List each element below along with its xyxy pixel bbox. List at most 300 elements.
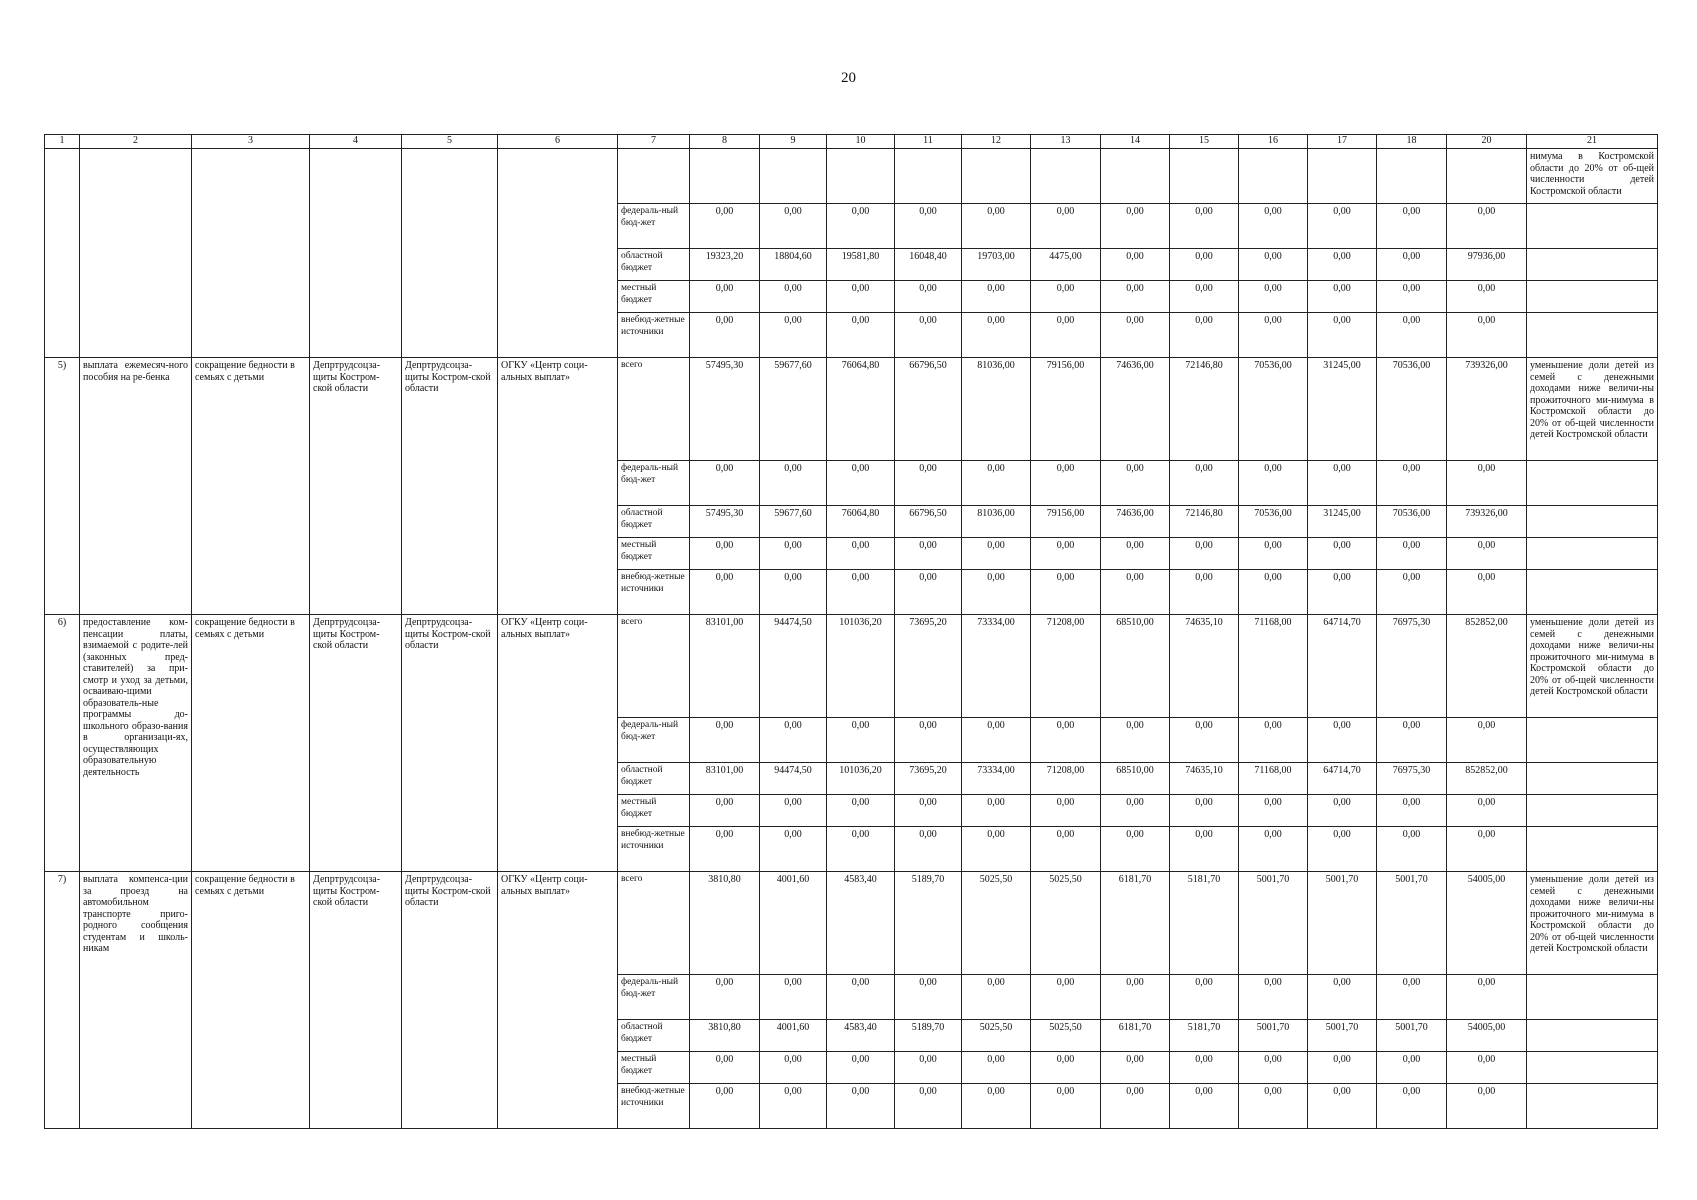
result-cell <box>1527 1020 1658 1052</box>
source-cell: внебюд-жетные источники <box>618 313 690 358</box>
value-cell: 71208,00 <box>1031 615 1101 718</box>
result-cell <box>1527 570 1658 615</box>
value-cell: 5001,70 <box>1308 872 1377 975</box>
result-cell <box>1527 827 1658 872</box>
value-cell: 0,00 <box>760 281 827 313</box>
value-cell: 5025,50 <box>1031 872 1101 975</box>
value-cell: 74635,10 <box>1170 763 1239 795</box>
value-cell: 0,00 <box>1031 1084 1101 1129</box>
value-cell: 5025,50 <box>962 872 1031 975</box>
value-cell: 0,00 <box>1447 795 1527 827</box>
measure-customer: Депртрудсоцза-щиты Костром-ской области <box>310 615 402 872</box>
result-cell <box>1527 795 1658 827</box>
value-cell: 0,00 <box>1377 313 1447 358</box>
value-cell: 0,00 <box>962 461 1031 506</box>
column-header: 17 <box>1308 135 1377 149</box>
value-cell: 0,00 <box>760 795 827 827</box>
value-cell: 0,00 <box>1239 249 1308 281</box>
value-cell: 31245,00 <box>1308 506 1377 538</box>
value-cell: 0,00 <box>1239 1052 1308 1084</box>
empty-cell <box>498 149 618 358</box>
value-cell: 0,00 <box>1377 795 1447 827</box>
value-cell: 0,00 <box>962 313 1031 358</box>
value-cell: 0,00 <box>895 1084 962 1129</box>
value-cell: 70536,00 <box>1239 358 1308 461</box>
value-cell: 74636,00 <box>1101 506 1170 538</box>
value-cell: 0,00 <box>827 461 895 506</box>
value-cell: 0,00 <box>760 718 827 763</box>
value-cell: 0,00 <box>895 795 962 827</box>
value-cell: 101036,20 <box>827 615 895 718</box>
value-cell: 76975,30 <box>1377 763 1447 795</box>
value-cell: 6181,70 <box>1101 872 1170 975</box>
empty-cell <box>310 149 402 358</box>
value-cell: 0,00 <box>895 204 962 249</box>
value-cell: 739326,00 <box>1447 506 1527 538</box>
value-cell: 0,00 <box>760 461 827 506</box>
value-cell: 0,00 <box>895 1052 962 1084</box>
value-cell: 0,00 <box>690 570 760 615</box>
value-cell: 0,00 <box>690 281 760 313</box>
source-cell: федераль-ный бюд-жет <box>618 204 690 249</box>
column-header: 21 <box>1527 135 1658 149</box>
value-cell: 0,00 <box>1239 1084 1308 1129</box>
column-header: 13 <box>1031 135 1101 149</box>
result-cell <box>1527 281 1658 313</box>
value-cell: 0,00 <box>760 313 827 358</box>
value-cell: 0,00 <box>1308 461 1377 506</box>
value-cell: 0,00 <box>1308 975 1377 1020</box>
result-cell: уменьшение доли детей из семей с денежными доходами ниже величи-ны прожиточного ми-нимума в Костромской области до 20% от об-щей численности детей Костромской области <box>1527 872 1658 975</box>
value-cell: 0,00 <box>1447 827 1527 872</box>
value-cell: 0,00 <box>760 1052 827 1084</box>
value-cell: 0,00 <box>1377 281 1447 313</box>
value-cell: 0,00 <box>690 718 760 763</box>
value-cell: 0,00 <box>895 827 962 872</box>
value-cell: 0,00 <box>1308 313 1377 358</box>
value-cell: 73334,00 <box>962 615 1031 718</box>
value-cell: 0,00 <box>1031 718 1101 763</box>
value-cell: 0,00 <box>1170 249 1239 281</box>
source-cell: всего <box>618 358 690 461</box>
result-cell <box>1527 506 1658 538</box>
value-cell: 0,00 <box>962 570 1031 615</box>
value-cell: 0,00 <box>1031 538 1101 570</box>
value-cell: 76064,80 <box>827 506 895 538</box>
result-cell: уменьшение доли детей из семей с денежными доходами ниже величи-ны прожиточного ми-нимума в Костромской области до 20% от об-щей численности детей Костромской области <box>1527 358 1658 461</box>
value-cell: 76064,80 <box>827 358 895 461</box>
value-cell: 0,00 <box>1447 313 1527 358</box>
value-cell: 0,00 <box>1308 827 1377 872</box>
source-cell: местный бюджет <box>618 281 690 313</box>
column-header: 11 <box>895 135 962 149</box>
value-cell: 19581,80 <box>827 249 895 281</box>
value-cell: 5189,70 <box>895 1020 962 1052</box>
value-cell <box>1447 149 1527 204</box>
value-cell: 0,00 <box>1308 795 1377 827</box>
value-cell: 0,00 <box>760 1084 827 1129</box>
value-cell: 31245,00 <box>1308 358 1377 461</box>
value-cell: 0,00 <box>1447 1084 1527 1129</box>
value-cell: 0,00 <box>1101 1052 1170 1084</box>
value-cell: 0,00 <box>1377 1084 1447 1129</box>
value-cell: 0,00 <box>895 975 962 1020</box>
value-cell: 0,00 <box>895 538 962 570</box>
value-cell: 0,00 <box>1239 827 1308 872</box>
value-cell: 0,00 <box>760 570 827 615</box>
value-cell: 0,00 <box>1447 570 1527 615</box>
value-cell: 0,00 <box>690 313 760 358</box>
value-cell <box>1239 149 1308 204</box>
value-cell: 0,00 <box>1239 461 1308 506</box>
value-cell: 0,00 <box>1377 975 1447 1020</box>
value-cell: 79156,00 <box>1031 506 1101 538</box>
measure-goal: сокращение бедности в семьях с детьми <box>192 358 310 615</box>
source-cell <box>618 149 690 204</box>
empty-cell <box>80 149 192 358</box>
column-header: 1 <box>45 135 80 149</box>
column-header: 20 <box>1447 135 1527 149</box>
value-cell: 0,00 <box>1377 249 1447 281</box>
value-cell <box>760 149 827 204</box>
column-header: 6 <box>498 135 618 149</box>
value-cell: 5001,70 <box>1377 1020 1447 1052</box>
value-cell: 0,00 <box>1377 204 1447 249</box>
source-cell: федераль-ный бюд-жет <box>618 461 690 506</box>
table-row <box>45 615 1658 718</box>
value-cell: 852852,00 <box>1447 763 1527 795</box>
value-cell: 0,00 <box>1170 281 1239 313</box>
value-cell: 0,00 <box>962 1052 1031 1084</box>
result-cell <box>1527 1052 1658 1084</box>
value-cell: 72146,80 <box>1170 358 1239 461</box>
value-cell: 5001,70 <box>1239 872 1308 975</box>
value-cell: 68510,00 <box>1101 763 1170 795</box>
value-cell: 0,00 <box>827 313 895 358</box>
value-cell: 0,00 <box>1239 313 1308 358</box>
measure-recipient: ОГКУ «Центр соци-альных выплат» <box>498 872 618 1129</box>
value-cell: 0,00 <box>1170 827 1239 872</box>
value-cell: 81036,00 <box>962 358 1031 461</box>
value-cell: 0,00 <box>962 1084 1031 1129</box>
source-cell: местный бюджет <box>618 538 690 570</box>
empty-cell <box>45 149 80 358</box>
value-cell: 5001,70 <box>1377 872 1447 975</box>
value-cell: 0,00 <box>1447 1052 1527 1084</box>
value-cell: 0,00 <box>1170 570 1239 615</box>
value-cell: 101036,20 <box>827 763 895 795</box>
source-cell: федераль-ный бюд-жет <box>618 718 690 763</box>
value-cell: 0,00 <box>1170 1052 1239 1084</box>
value-cell: 0,00 <box>1031 204 1101 249</box>
measure-name: выплата компенса-ции за проезд на автомобильном транспорте приго-родного сообщения студентам и школь-никам <box>80 872 192 1129</box>
value-cell: 0,00 <box>690 204 760 249</box>
value-cell <box>1101 149 1170 204</box>
value-cell: 0,00 <box>1031 1052 1101 1084</box>
value-cell: 0,00 <box>827 795 895 827</box>
value-cell: 0,00 <box>962 795 1031 827</box>
value-cell: 0,00 <box>690 975 760 1020</box>
value-cell: 0,00 <box>690 538 760 570</box>
column-header: 7 <box>618 135 690 149</box>
value-cell: 72146,80 <box>1170 506 1239 538</box>
value-cell: 0,00 <box>1239 204 1308 249</box>
measure-name: выплата ежемесяч-ного пособия на ре-бенка <box>80 358 192 615</box>
value-cell: 59677,60 <box>760 506 827 538</box>
value-cell: 73695,20 <box>895 615 962 718</box>
value-cell: 54005,00 <box>1447 872 1527 975</box>
column-header: 10 <box>827 135 895 149</box>
value-cell: 0,00 <box>1031 975 1101 1020</box>
value-cell: 0,00 <box>962 204 1031 249</box>
value-cell: 0,00 <box>1377 570 1447 615</box>
value-cell: 71168,00 <box>1239 615 1308 718</box>
value-cell <box>1031 149 1101 204</box>
value-cell: 73695,20 <box>895 763 962 795</box>
value-cell: 4475,00 <box>1031 249 1101 281</box>
value-cell <box>1308 149 1377 204</box>
value-cell: 64714,70 <box>1308 763 1377 795</box>
value-cell: 0,00 <box>1101 1084 1170 1129</box>
value-cell: 0,00 <box>827 538 895 570</box>
result-cell: нимума в Костромской области до 20% от об-щей численности детей Костромской области <box>1527 149 1658 204</box>
source-cell: всего <box>618 615 690 718</box>
value-cell: 0,00 <box>1101 827 1170 872</box>
value-cell: 0,00 <box>1308 249 1377 281</box>
value-cell: 0,00 <box>690 795 760 827</box>
value-cell: 5181,70 <box>1170 1020 1239 1052</box>
value-cell: 70536,00 <box>1239 506 1308 538</box>
measure-executor: Депртрудсоцза-щиты Костром-ской области <box>402 358 498 615</box>
value-cell: 0,00 <box>1031 281 1101 313</box>
value-cell: 0,00 <box>827 570 895 615</box>
value-cell: 0,00 <box>760 975 827 1020</box>
value-cell: 3810,80 <box>690 1020 760 1052</box>
value-cell: 0,00 <box>895 570 962 615</box>
value-cell: 0,00 <box>1101 313 1170 358</box>
result-cell <box>1527 461 1658 506</box>
column-header: 18 <box>1377 135 1447 149</box>
value-cell: 0,00 <box>962 827 1031 872</box>
value-cell: 94474,50 <box>760 763 827 795</box>
value-cell: 0,00 <box>827 204 895 249</box>
column-header: 2 <box>80 135 192 149</box>
value-cell: 54005,00 <box>1447 1020 1527 1052</box>
result-cell <box>1527 975 1658 1020</box>
measure-name: предоставление ком-пенсации платы, взимаемой с родите-лей (законных пред-ставителей) за при-смотр и уход за детьми, осваиваю-щими образователь-ные программы до-школьного образо-вания в организаци-ях, осуществляющих образовательную деятельность <box>80 615 192 872</box>
source-cell: всего <box>618 872 690 975</box>
value-cell: 0,00 <box>1377 718 1447 763</box>
column-header: 4 <box>310 135 402 149</box>
measure-number: 5) <box>45 358 80 615</box>
value-cell: 6181,70 <box>1101 1020 1170 1052</box>
value-cell: 19323,20 <box>690 249 760 281</box>
source-cell: внебюд-жетные источники <box>618 1084 690 1129</box>
value-cell: 0,00 <box>827 827 895 872</box>
value-cell: 0,00 <box>827 718 895 763</box>
value-cell: 83101,00 <box>690 615 760 718</box>
value-cell: 0,00 <box>1101 461 1170 506</box>
value-cell: 71208,00 <box>1031 763 1101 795</box>
value-cell: 0,00 <box>827 281 895 313</box>
column-header: 16 <box>1239 135 1308 149</box>
measure-number: 7) <box>45 872 80 1129</box>
value-cell: 0,00 <box>1447 718 1527 763</box>
value-cell: 16048,40 <box>895 249 962 281</box>
value-cell: 0,00 <box>1170 461 1239 506</box>
value-cell: 0,00 <box>1447 281 1527 313</box>
value-cell: 0,00 <box>1239 570 1308 615</box>
column-header: 14 <box>1101 135 1170 149</box>
value-cell: 0,00 <box>1031 570 1101 615</box>
value-cell: 68510,00 <box>1101 615 1170 718</box>
value-cell: 66796,50 <box>895 358 962 461</box>
value-cell: 0,00 <box>1239 975 1308 1020</box>
result-cell <box>1527 204 1658 249</box>
measure-customer: Депртрудсоцза-щиты Костром-ской области <box>310 872 402 1129</box>
value-cell: 0,00 <box>1447 204 1527 249</box>
source-cell: местный бюджет <box>618 1052 690 1084</box>
value-cell: 0,00 <box>1101 249 1170 281</box>
measure-recipient: ОГКУ «Центр соци-альных выплат» <box>498 615 618 872</box>
value-cell: 0,00 <box>760 204 827 249</box>
value-cell: 0,00 <box>1101 204 1170 249</box>
value-cell: 0,00 <box>827 1052 895 1084</box>
table-row <box>45 149 1658 204</box>
value-cell: 0,00 <box>1170 204 1239 249</box>
value-cell: 0,00 <box>1170 795 1239 827</box>
value-cell: 5025,50 <box>1031 1020 1101 1052</box>
source-cell: областной бюджет <box>618 763 690 795</box>
empty-cell <box>402 149 498 358</box>
source-cell: местный бюджет <box>618 795 690 827</box>
value-cell: 57495,30 <box>690 358 760 461</box>
measures-table <box>44 134 1658 1129</box>
value-cell: 0,00 <box>1447 538 1527 570</box>
value-cell: 0,00 <box>1031 461 1101 506</box>
value-cell: 0,00 <box>690 1052 760 1084</box>
value-cell: 0,00 <box>962 975 1031 1020</box>
value-cell: 0,00 <box>1308 538 1377 570</box>
source-cell: областной бюджет <box>618 506 690 538</box>
result-cell <box>1527 313 1658 358</box>
value-cell: 0,00 <box>895 313 962 358</box>
source-cell: внебюд-жетные источники <box>618 570 690 615</box>
value-cell: 79156,00 <box>1031 358 1101 461</box>
source-cell: областной бюджет <box>618 249 690 281</box>
source-cell: внебюд-жетные источники <box>618 827 690 872</box>
value-cell: 0,00 <box>1447 461 1527 506</box>
value-cell: 0,00 <box>827 975 895 1020</box>
value-cell: 0,00 <box>962 718 1031 763</box>
value-cell: 5025,50 <box>962 1020 1031 1052</box>
value-cell: 0,00 <box>1101 281 1170 313</box>
value-cell: 0,00 <box>1377 461 1447 506</box>
result-cell <box>1527 538 1658 570</box>
value-cell: 0,00 <box>690 827 760 872</box>
empty-cell <box>192 149 310 358</box>
value-cell: 0,00 <box>760 538 827 570</box>
value-cell: 83101,00 <box>690 763 760 795</box>
value-cell: 0,00 <box>962 281 1031 313</box>
value-cell: 0,00 <box>827 1084 895 1129</box>
result-cell: уменьшение доли детей из семей с денежными доходами ниже величи-ны прожиточного ми-нимума в Костромской области до 20% от об-щей численности детей Костромской области <box>1527 615 1658 718</box>
value-cell: 18804,60 <box>760 249 827 281</box>
value-cell: 0,00 <box>1101 538 1170 570</box>
value-cell: 5001,70 <box>1239 1020 1308 1052</box>
value-cell: 0,00 <box>1239 718 1308 763</box>
value-cell: 0,00 <box>1170 975 1239 1020</box>
value-cell: 74635,10 <box>1170 615 1239 718</box>
value-cell: 71168,00 <box>1239 763 1308 795</box>
column-header: 5 <box>402 135 498 149</box>
measure-executor: Депртрудсоцза-щиты Костром-ской области <box>402 872 498 1129</box>
value-cell: 0,00 <box>1308 281 1377 313</box>
value-cell: 66796,50 <box>895 506 962 538</box>
value-cell: 5189,70 <box>895 872 962 975</box>
value-cell: 0,00 <box>760 827 827 872</box>
column-header: 9 <box>760 135 827 149</box>
value-cell: 0,00 <box>1377 827 1447 872</box>
source-cell: областной бюджет <box>618 1020 690 1052</box>
result-cell <box>1527 1084 1658 1129</box>
value-cell: 4001,60 <box>760 872 827 975</box>
value-cell: 57495,30 <box>690 506 760 538</box>
value-cell: 0,00 <box>1031 827 1101 872</box>
column-header-row <box>45 135 1658 149</box>
value-cell: 0,00 <box>895 461 962 506</box>
value-cell: 97936,00 <box>1447 249 1527 281</box>
value-cell <box>1170 149 1239 204</box>
value-cell: 0,00 <box>1447 975 1527 1020</box>
value-cell: 0,00 <box>1308 204 1377 249</box>
column-header: 15 <box>1170 135 1239 149</box>
value-cell: 5001,70 <box>1308 1020 1377 1052</box>
value-cell: 0,00 <box>962 538 1031 570</box>
value-cell: 64714,70 <box>1308 615 1377 718</box>
value-cell: 73334,00 <box>962 763 1031 795</box>
value-cell: 0,00 <box>1308 1052 1377 1084</box>
value-cell: 0,00 <box>1101 718 1170 763</box>
measure-recipient: ОГКУ «Центр соци-альных выплат» <box>498 358 618 615</box>
value-cell <box>1377 149 1447 204</box>
value-cell: 70536,00 <box>1377 358 1447 461</box>
table-row <box>45 872 1658 975</box>
value-cell: 94474,50 <box>760 615 827 718</box>
value-cell: 74636,00 <box>1101 358 1170 461</box>
source-cell: федераль-ный бюд-жет <box>618 975 690 1020</box>
value-cell: 4001,60 <box>760 1020 827 1052</box>
value-cell: 0,00 <box>1308 718 1377 763</box>
value-cell: 0,00 <box>1239 795 1308 827</box>
measure-executor: Депртрудсоцза-щиты Костром-ской области <box>402 615 498 872</box>
value-cell: 0,00 <box>1170 718 1239 763</box>
value-cell: 0,00 <box>1170 313 1239 358</box>
value-cell: 0,00 <box>1101 570 1170 615</box>
value-cell: 0,00 <box>1308 570 1377 615</box>
value-cell: 70536,00 <box>1377 506 1447 538</box>
value-cell: 0,00 <box>1239 538 1308 570</box>
value-cell: 3810,80 <box>690 872 760 975</box>
result-cell <box>1527 763 1658 795</box>
value-cell: 0,00 <box>1170 538 1239 570</box>
value-cell: 0,00 <box>690 461 760 506</box>
value-cell: 4583,40 <box>827 1020 895 1052</box>
value-cell: 0,00 <box>895 281 962 313</box>
measure-customer: Депртрудсоцза-щиты Костром-ской области <box>310 358 402 615</box>
value-cell: 0,00 <box>1101 975 1170 1020</box>
measure-goal: сокращение бедности в семьях с детьми <box>192 615 310 872</box>
